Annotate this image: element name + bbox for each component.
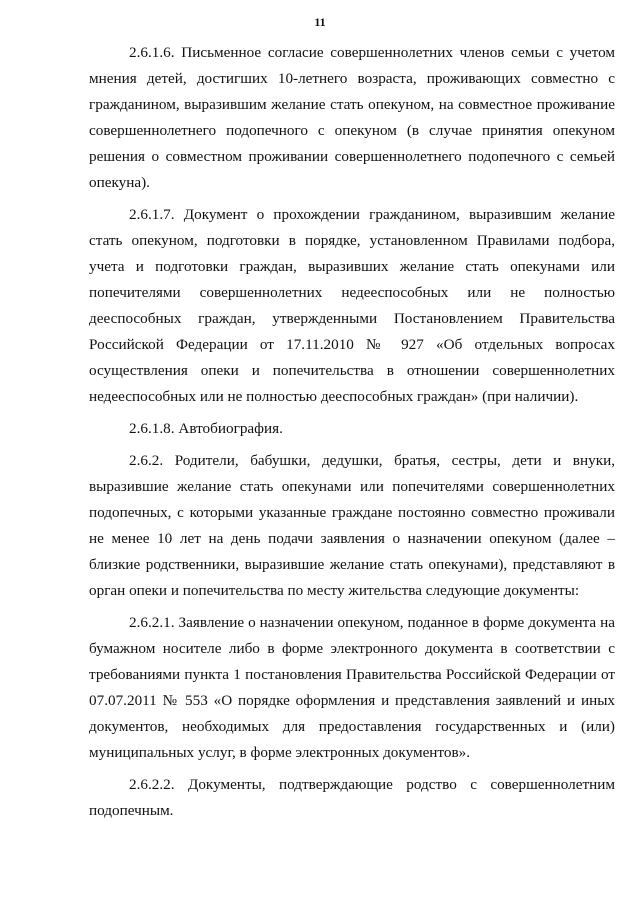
paragraph-2-6-2-1: 2.6.2.1. Заявление о назначении опекуном, поданное в форме документа на бумажном носителе либо в форме электронного документа в соответствии с требованиями пункта 1 постановления Правительства Российской Федерации от 07.07.2011 № 553 «О порядке оформления и представления заявлений и иных документов, необходимых для предоставления государственных и (или) муниципальных услуг, в форме электронных документов». [89,614,615,761]
page-number: 11 [314,15,326,29]
paragraph-2-6-1-8: 2.6.1.8. Автобиография. [129,420,283,437]
paragraph-2-6-2-2: 2.6.2.2. Документы, подтверждающие родство с совершеннолетним подопечным. [89,776,615,819]
paragraph-2-6-1-7: 2.6.1.7. Документ о прохождении гражданином, выразившим желание стать опекуном, подготовки в порядке, установленном Правилами подбора, учета и подготовки граждан, выразивших желание стать опекунами или попечителями совершеннолетних недееспособных или не полностью дееспособных граждан, утвержденными Постановлением Правительства Российской Федерации от 17.11.2010 № 927 «Об отдельных вопросах осуществления опеки и попечительства в отношении совершеннолетних недееспособных или не полностью дееспособных граждан» (при наличии). [89,206,615,405]
document-body [89,40,615,830]
paragraph-2-6-2: 2.6.2. Родители, бабушки, дедушки, братья, сестры, дети и внуки, выразившие желание стать опекунами или попечителями совершеннолетних подопечных, с которыми указанные граждане постоянно совместно проживали не менее 10 лет на день подачи заявления о назначении опекуном (далее – близкие родственники, выразившие желание стать опекунами), представляют в орган опеки и попечительства по месту жительства следующие документы: [89,452,615,599]
paragraph-2-6-1-6: 2.6.1.6. Письменное согласие совершеннолетних членов семьи с учетом мнения детей, достигших 10-летнего возраста, проживающих совместно с гражданином, выразившим желание стать опекуном, на совместное проживание совершеннолетнего подопечного с опекуном (в случае принятия опекуном решения о совместном проживании совершеннолетнего подопечного с семьей опекуна). [89,44,615,191]
